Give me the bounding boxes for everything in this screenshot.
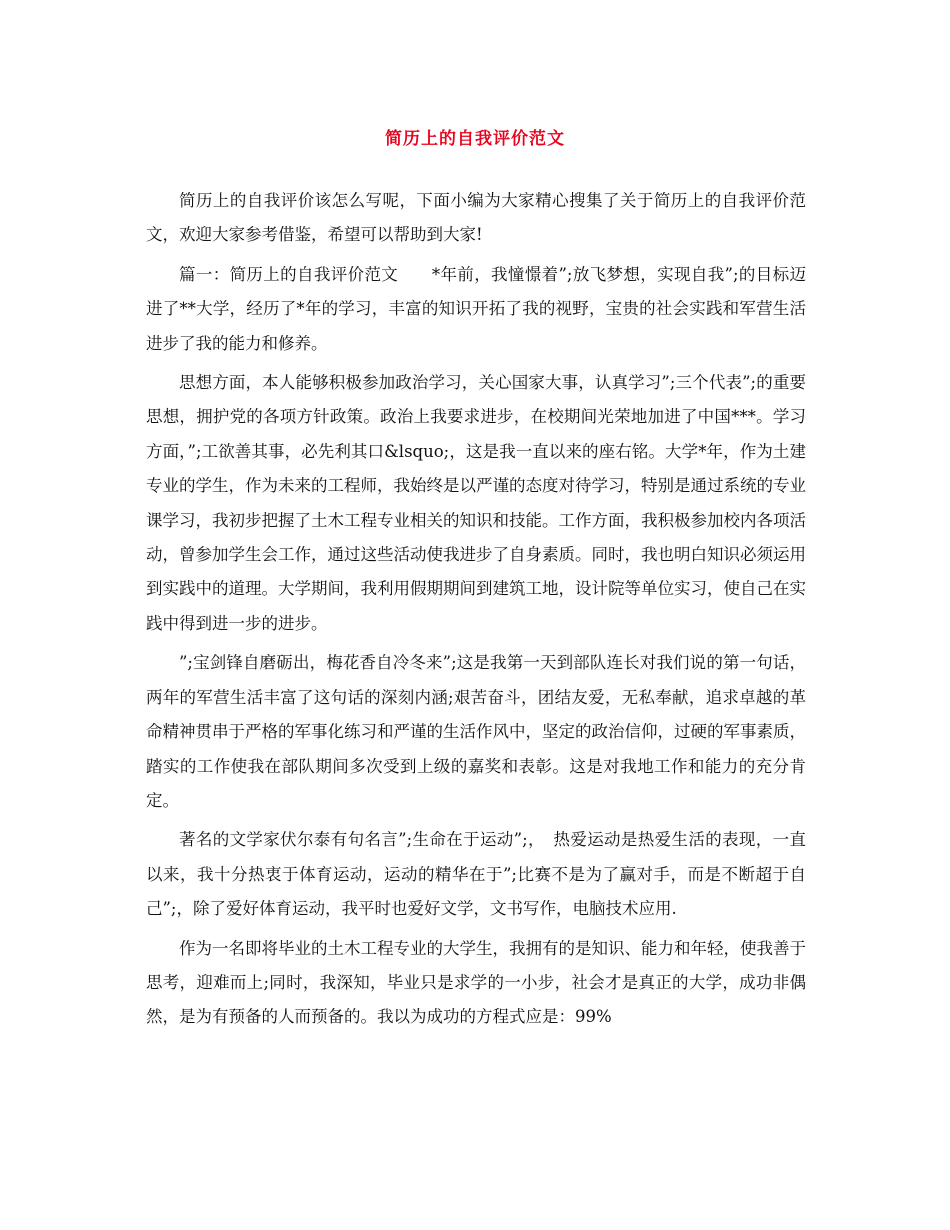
document-title: 简历上的自我评价范文 [385, 129, 565, 149]
paragraph-intro: 简历上的自我评价该怎么写呢，下面小编为大家精心搜集了关于简历上的自我评价范文，欢迎大家参考借鉴，希望可以帮助到大家! [146, 191, 806, 245]
paragraph-part-one: 篇一：简历上的自我评价范文 *年前，我憧憬着”;放飞梦想，实现自我”;的目标迈进了**大学，经历了*年的学习，丰富的知识开拓了我的视野，宝贵的社会实践和军营生活进步了我的能力和修养。 [146, 264, 806, 353]
document-body [146, 184, 806, 1040]
paragraph-military-life: ”;宝剑锋自磨砺出，梅花香自冷冬来”;这是我第一天到部队连长对我们说的第一句话，两年的军营生活丰富了这句话的深刻内涵;艰苦奋斗，团结友爱，无私奉献，追求卓越的革命精神贯串于严格的军事化练习和严谨的生活作风中，坚定的政治信仰，过硬的军事素质，踏实的工作使我在部队期间多次受到上级的嘉奖和表彰。这是对我地工作和能力的充分肯定。 [146, 653, 806, 810]
paragraph-graduate-outlook: 作为一名即将毕业的土木工程专业的大学生，我拥有的是知识、能力和年轻，使我善于思考，迎难而上;同时，我深知，毕业只是求学的一小步，社会才是真正的大学，成功非偶然，是为有预备的人而预备的。我以为成功的方程式应是：99% [146, 938, 806, 1027]
paragraph-thought-study-work: 思想方面，本人能够积极参加政治学习，关心国家大事，认真学习”;三个代表”;的重要思想，拥护党的各项方针政策。政治上我要求进步，在校期间光荣地加进了中国***。学习方面，”;工欲善其事，必先利其口&lsquo;，这是我一直以来的座右铭。大学*年，作为土建专业的学生，作为未来的工程师，我始终是以严谨的态度对待学习，特别是通过系统的专业课学习，我初步把握了土木工程专业相关的知识和技能。工作方面，我积极参加校内各项活动，曾参加学生会工作，通过这些活动使我进步了自身素质。同时，我也明白知识必须运用到实践中的道理。大学期间，我利用假期期间到建筑工地，设计院等单位实习，使自己在实践中得到进一步的进步。 [146, 373, 806, 633]
paragraph-sports-hobbies: 著名的文学家伏尔泰有句名言”;生命在于运动”;， 热爱运动是热爱生活的表现，一直以来，我十分热衷于体育运动，运动的精华在于”;比赛不是为了赢对手，而是不断超于自己”;，除了爱好体育运动，我平时也爱好文学，文书写作，电脑技术应用. [146, 830, 806, 919]
